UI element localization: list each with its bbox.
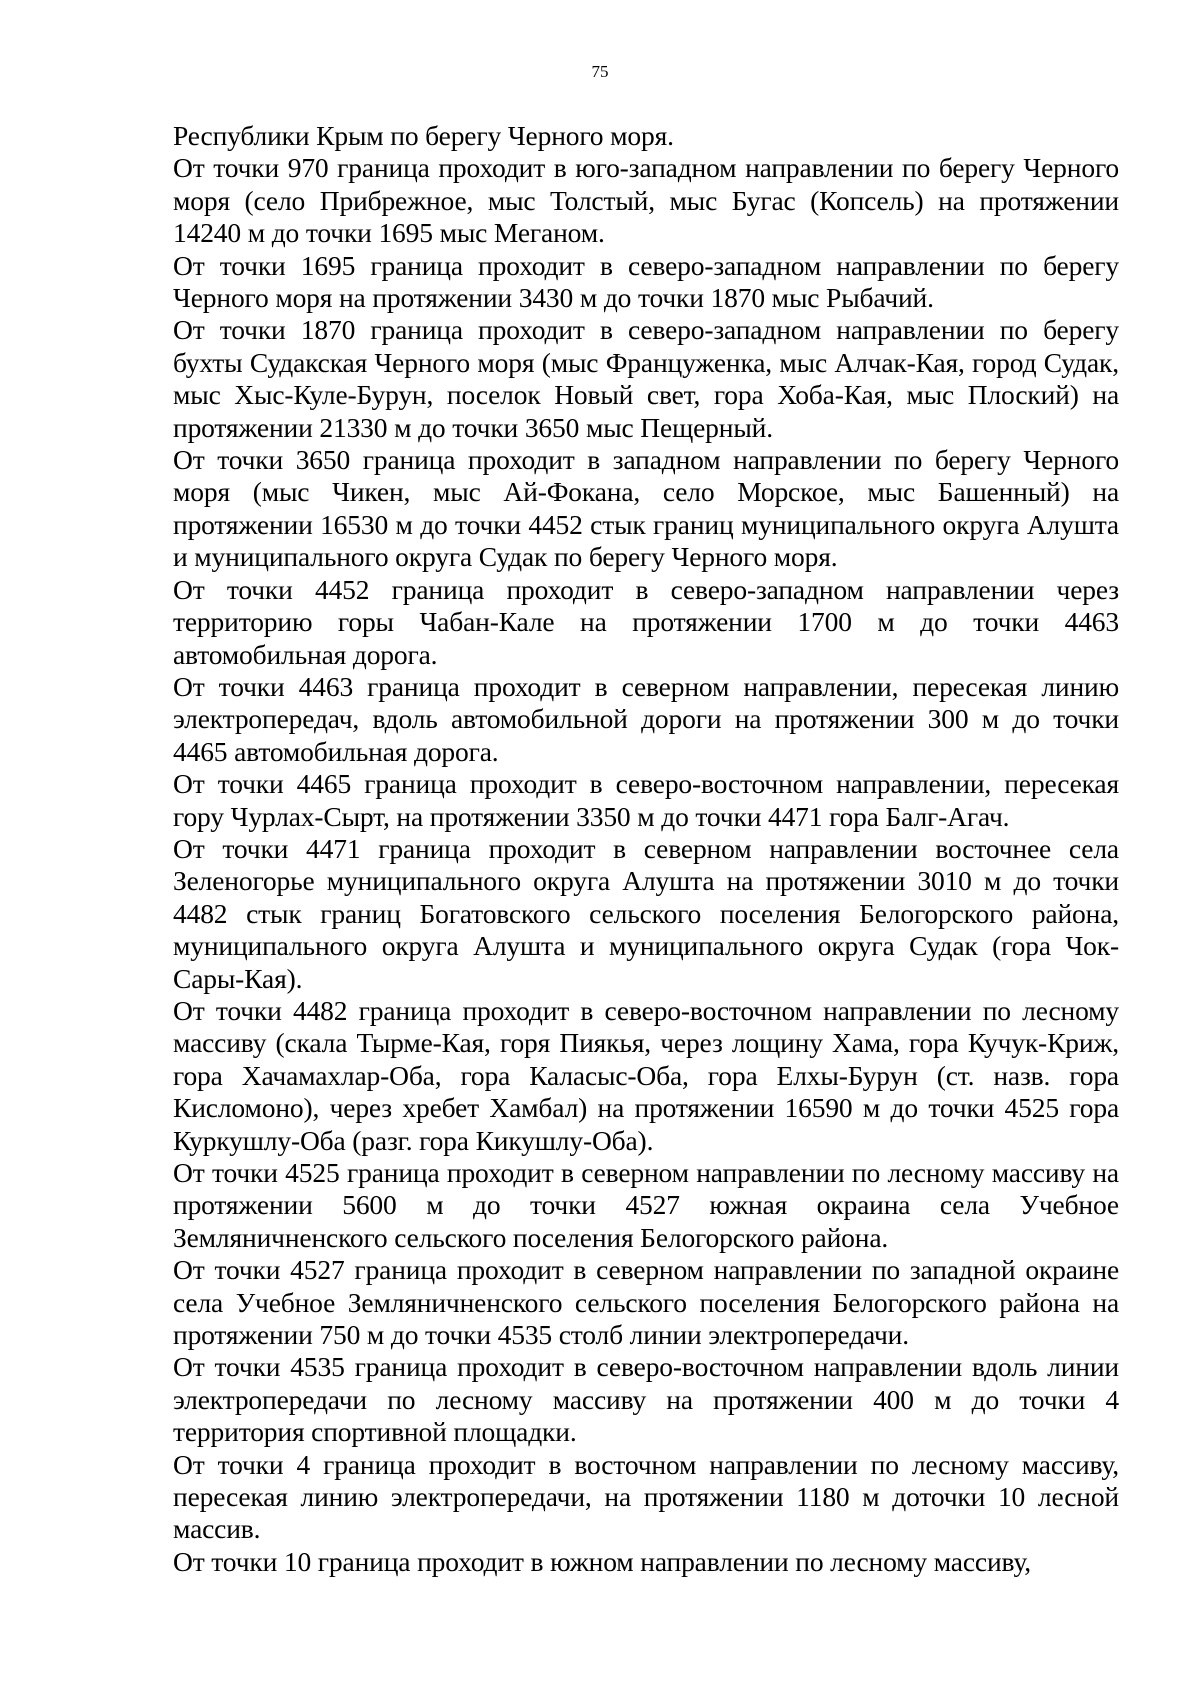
paragraph-1: Республики Крым по берегу Черного моря. [173,120,674,151]
paragraph-11: От точки 4525 граница проходит в северном направлении по лесному массиву на протяжении 5600 м до точки 4527 южная окраина села Учебное Земляничненского сельского поселения Белогорского района. [173,1157,1119,1253]
paragraph-4: От точки 1870 граница проходит в северо-западном направлении по берегу бухты Судакская Черного моря (мыс Француженка, мыс Алчак-Кая, город Судак, мыс Хыс-Куле-Бурун, поселок Новый свет, гора Хоба-Кая, мыс Плоский) на протяжении 21330 м до точки 3650 мыс Пещерный. [173,314,1119,443]
paragraph-10: От точки 4482 граница проходит в северо-восточном направлении по лесному массиву (скала Тырме-Кая, горя Пиякья, через лощину Хама, гора Кучук-Криж, гора Хачамахлар-Оба, гора Каласыс-Оба, гора Елхы-Бурун (ст. назв. гора Кисломоно), через хребет Хамбал) на протяжении 16590 м до точки 4525 гора Куркушлу-Оба (разг. гора Кикушлу-Оба). [173,994,1119,1156]
paragraph-12: От точки 4527 граница проходит в северном направлении по западной окраине села Учебное Земляничненского сельского поселения Белогорского района на протяжении 750 м до точки 4535 столб линии электропередачи. [173,1254,1119,1351]
paragraph-13: От точки 4535 граница проходит в северо-восточном направлении вдоль линии электропередачи по лесному массиву на протяжении 400 м до точки 4 территория спортивной площадки. [173,1351,1119,1448]
paragraph-15: От точки 10 граница проходит в южном направлении по лесному массиву, [173,1545,1032,1577]
paragraph-3: От точки 1695 граница проходит в северо-западном направлении по берегу Черного моря на протяжении 3430 м до точки 1870 мыс Рыбачий. [173,249,1119,314]
paragraph-14: От точки 4 граница проходит в восточном направлении по лесному массиву, пересекая линию электропередачи, на протяжении 1180 м доточки 10 лесной массив. [173,1448,1119,1545]
paragraph-2: От точки 970 граница проходит в юго-западном направлении по берегу Черного моря (село Прибрежное, мыс Толстый, мыс Бугас (Копсель) на протяжении 14240 м до точки 1695 мыс Меганом. [173,152,1119,249]
paragraph-9: От точки 4471 граница проходит в северном направлении восточнее села Зеленогорье муниципального округа Алушта на протяжении 3010 м до точки 4482 стык границ Богатовского сельского поселения Белогорского района, муниципального округа Алушта и муниципального округа Судак (гора Чок-Сары-Кая). [173,832,1119,994]
paragraph-5: От точки 3650 граница проходит в западном направлении по берегу Черного моря (мыс Чикен, мыс Ай-Фокана, село Морское, мыс Башенный) на протяжении 16530 м до точки 4452 стык границ муниципального округа Алушта и муниципального округа Судак по берегу Черного моря. [173,444,1119,573]
document-body [173,120,1119,1578]
paragraph-7: От точки 4463 граница проходит в северном направлении, пересекая линию электропередач, вдоль автомобильной дороги на протяжении 300 м до точки 4465 автомобильная дорога. [173,670,1119,767]
paragraph-8: От точки 4465 граница проходит в северо-восточном направлении, пересекая гору Чурлах-Сырт, на протяжении 3350 м до точки 4471 гора Балг-Агач. [173,768,1119,832]
page-number: 75 [591,62,609,81]
paragraph-6: От точки 4452 граница проходит в северо-западном направлении через территорию горы Чабан-Кале на протяжении 1700 м до точки 4463 автомобильная дорога. [173,573,1119,670]
